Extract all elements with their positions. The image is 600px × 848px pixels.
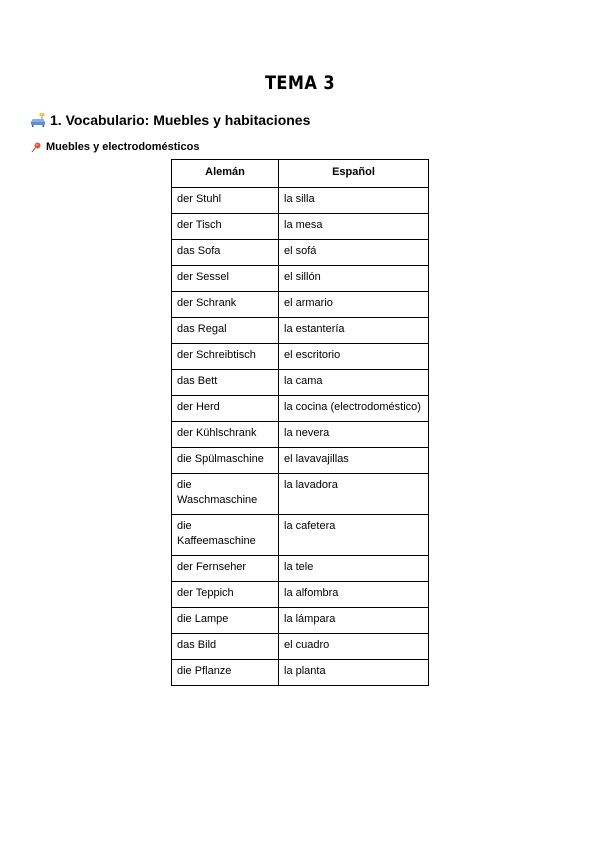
table-row (172, 188, 429, 214)
german-cell: der Teppich (172, 582, 279, 608)
column-header-spanish: Español (279, 160, 429, 188)
subsection-heading-text: Muebles y electrodomésticos (46, 141, 200, 153)
german-cell: das Regal (172, 318, 279, 344)
spanish-cell: la estantería (279, 318, 429, 344)
table-row (172, 660, 429, 686)
german-cell: die Pflanze (172, 660, 279, 686)
table-row (172, 240, 429, 266)
table-row (172, 422, 429, 448)
table-row (172, 370, 429, 396)
spanish-cell: la nevera (279, 422, 429, 448)
spanish-cell: el lavavajillas (279, 448, 429, 474)
table-row (172, 292, 429, 318)
german-cell: der Tisch (172, 214, 279, 240)
spanish-cell: la silla (279, 188, 429, 214)
german-cell: der Schrank (172, 292, 279, 318)
page-title: TEMA 3 (264, 72, 336, 94)
subsection-heading (30, 141, 199, 153)
table-row (172, 556, 429, 582)
german-cell: der Fernseher (172, 556, 279, 582)
spanish-cell: la tele (279, 556, 429, 582)
table-row (172, 214, 429, 240)
table-row (172, 448, 429, 474)
german-cell: die Spülmaschine (172, 448, 279, 474)
vocabulary-table (171, 159, 429, 686)
table-row (172, 608, 429, 634)
german-cell: das Bett (172, 370, 279, 396)
table-row (172, 396, 429, 422)
german-cell: der Kühlschrank (172, 422, 279, 448)
spanish-cell: el cuadro (279, 634, 429, 660)
german-cell: der Stuhl (172, 188, 279, 214)
table-row (172, 474, 429, 515)
german-cell: der Sessel (172, 266, 279, 292)
german-cell: die Kaffeemaschine (172, 515, 279, 556)
pin-icon (30, 141, 42, 153)
spanish-cell: la cafetera (279, 515, 429, 556)
spanish-cell: la planta (279, 660, 429, 686)
spanish-cell: el sofá (279, 240, 429, 266)
spanish-cell: la cocina (electrodoméstico) (279, 396, 429, 422)
table-row (172, 515, 429, 556)
spanish-cell: la mesa (279, 214, 429, 240)
german-cell: das Sofa (172, 240, 279, 266)
german-cell: das Bild (172, 634, 279, 660)
table-row (172, 634, 429, 660)
column-header-german: Alemán (172, 160, 279, 188)
section-heading-text: 1. Vocabulario: Muebles y habitaciones (50, 112, 311, 128)
table-row (172, 266, 429, 292)
table-row (172, 582, 429, 608)
german-cell: der Schreibtisch (172, 344, 279, 370)
spanish-cell: la cama (279, 370, 429, 396)
table-header-row (172, 160, 429, 188)
section-heading (30, 112, 310, 128)
spanish-cell: la lámpara (279, 608, 429, 634)
spanish-cell: la alfombra (279, 582, 429, 608)
table-row (172, 318, 429, 344)
couch-and-lamp-icon (30, 112, 46, 128)
german-cell: die Lampe (172, 608, 279, 634)
table-row (172, 344, 429, 370)
german-cell: die Waschmaschine (172, 474, 279, 515)
spanish-cell: el sillón (279, 266, 429, 292)
spanish-cell: el escritorio (279, 344, 429, 370)
spanish-cell: el armario (279, 292, 429, 318)
spanish-cell: la lavadora (279, 474, 429, 515)
german-cell: der Herd (172, 396, 279, 422)
